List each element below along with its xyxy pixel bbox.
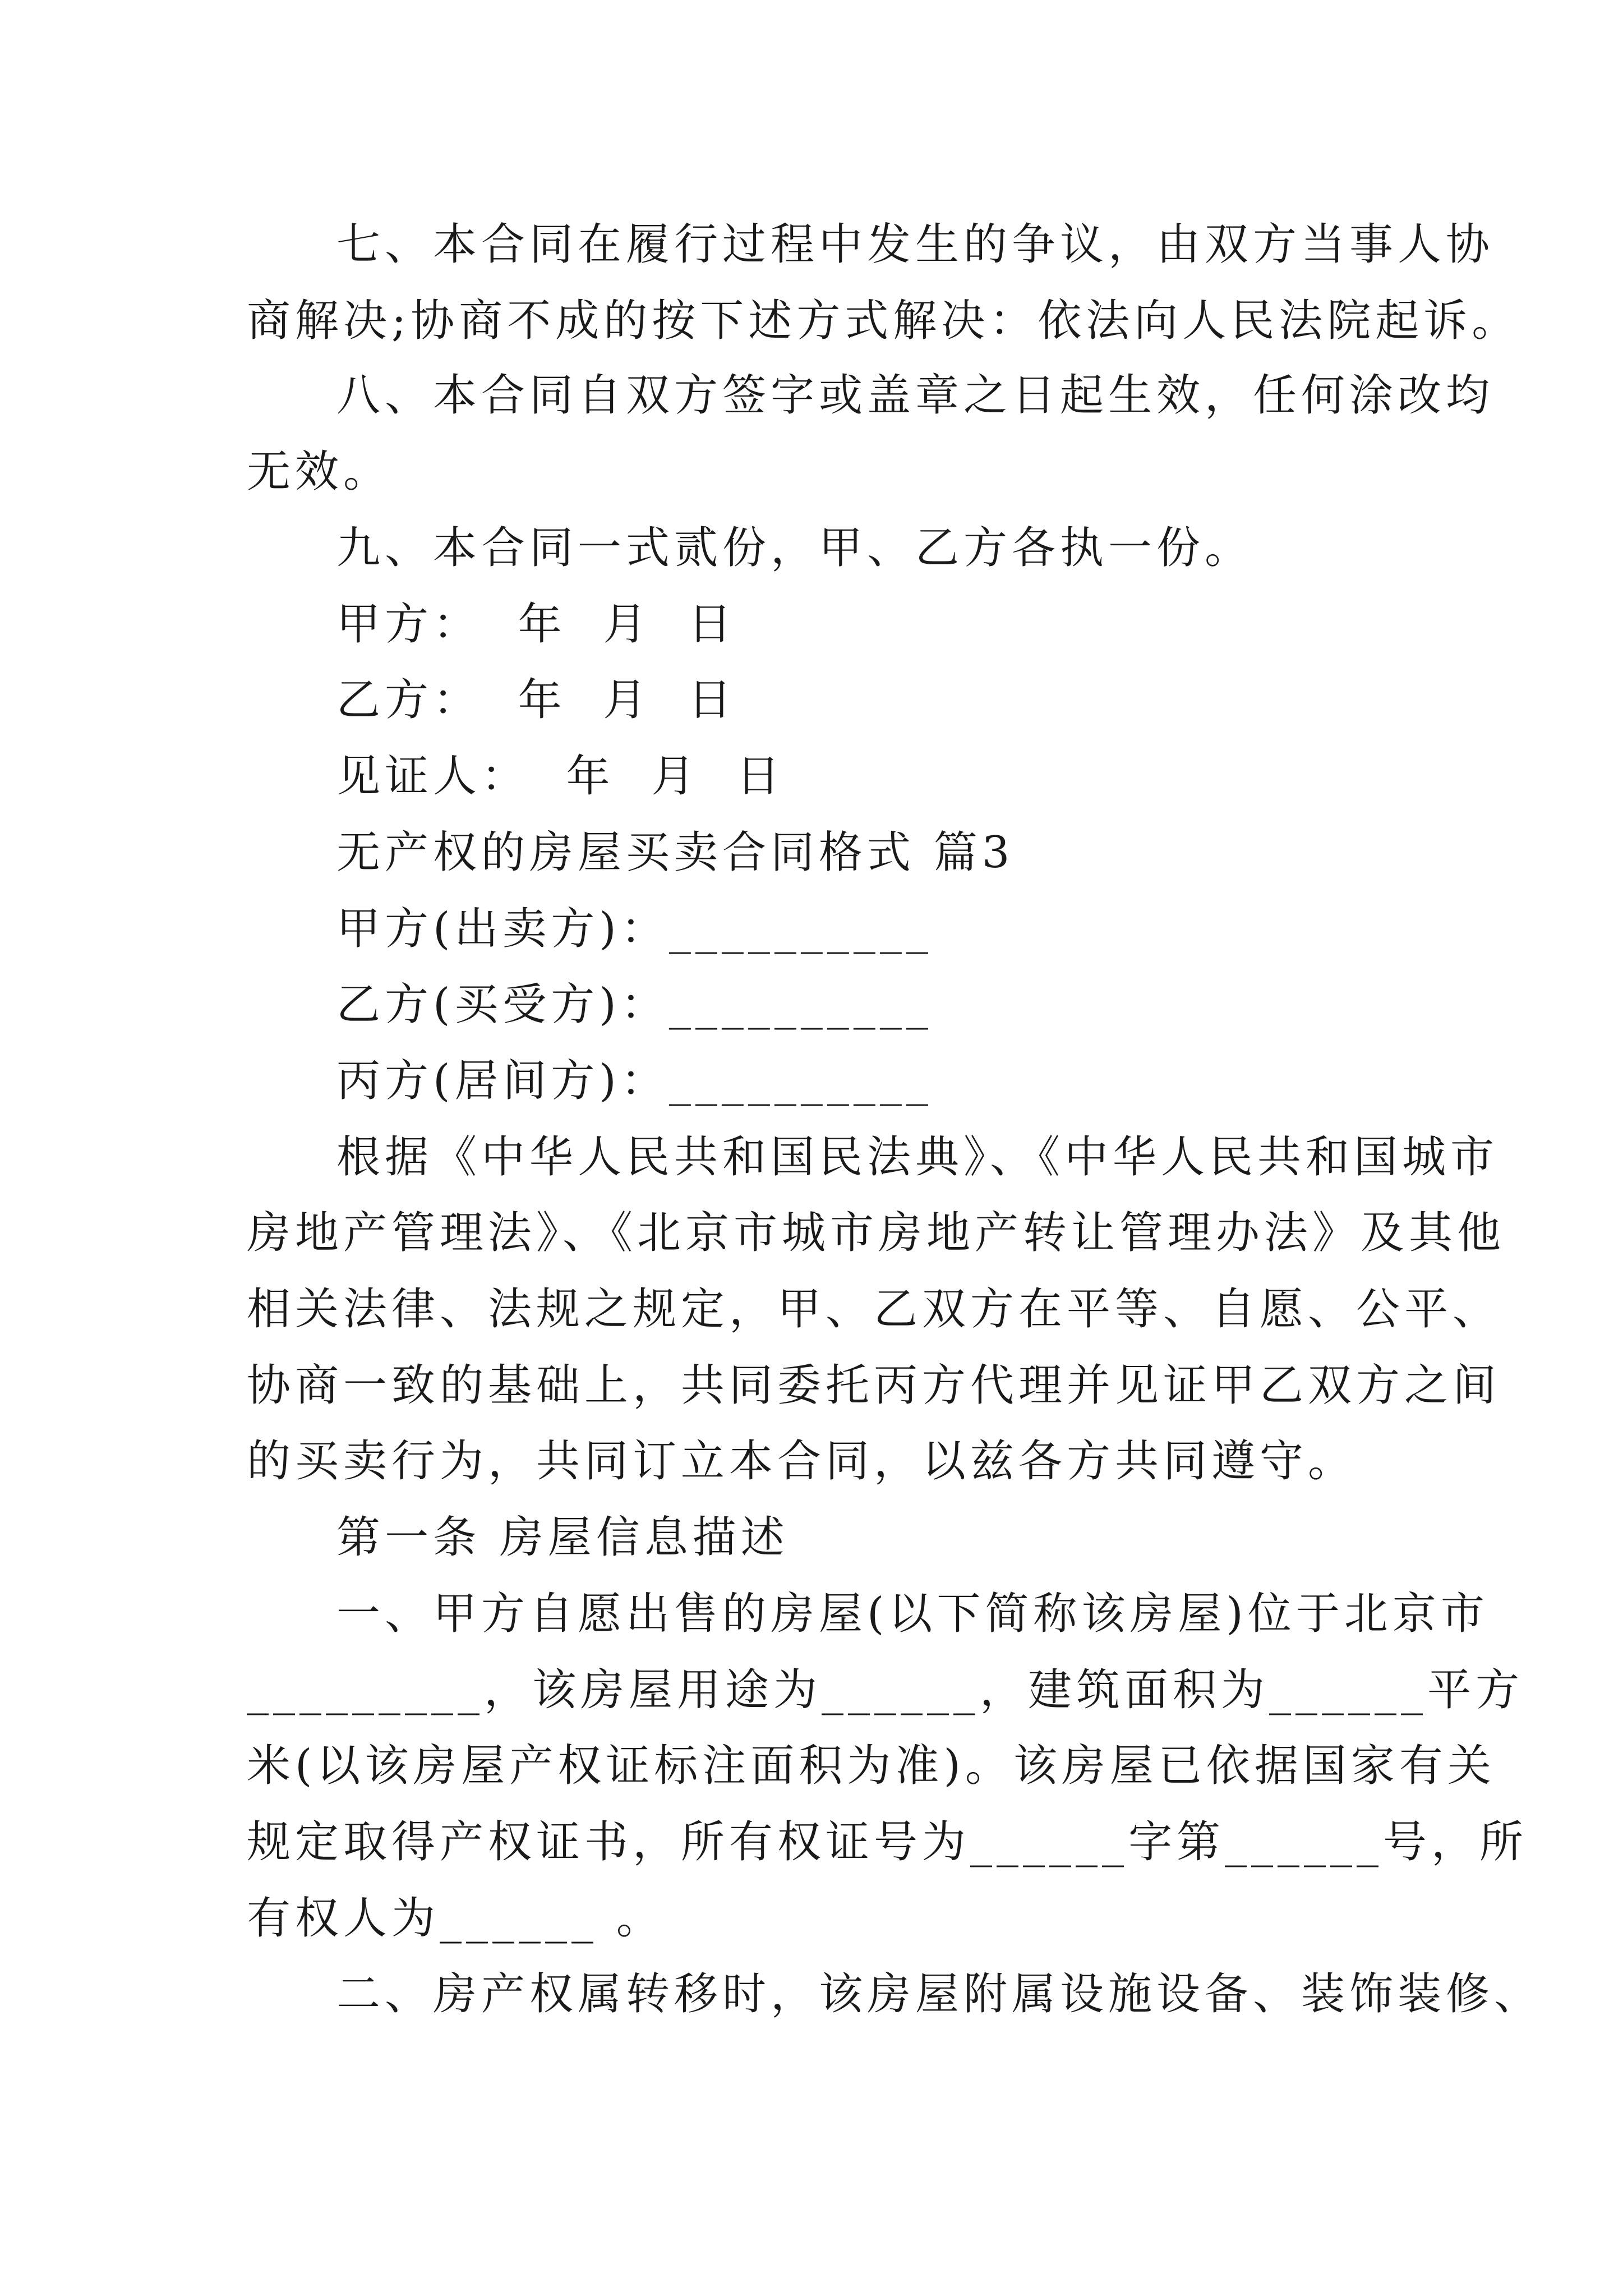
paragraph-line: 无效。: [247, 447, 392, 497]
party-field-buyer: 乙方(买受方)：__________: [336, 979, 933, 1030]
paragraph-line: 九、本合同一式贰份，甲、乙方各执一份。: [336, 523, 1253, 573]
signature-line-party-b: 乙方： 年 月 日: [336, 675, 736, 725]
paragraph-line: 规定取得产权证书，所有权证号为______字第______号，所: [247, 1817, 1528, 1867]
paragraph-line: 八、本合同自双方签字或盖章之日起生效，任何涂改均: [336, 370, 1495, 421]
paragraph-line: 七、本合同在履行过程中发生的争议，由双方当事人协: [336, 219, 1495, 270]
paragraph-line: 协商一致的基础上，共同委托丙方代理并见证甲乙双方之间: [247, 1360, 1501, 1411]
paragraph-line: 二、房产权属转移时，该房屋附属设施设备、装饰装修、: [336, 1969, 1543, 2019]
paragraph-line: 一、甲方自愿出售的房屋(以下简称该房屋)位于北京市: [336, 1589, 1489, 1639]
paragraph-line: 房地产管理法》、《北京市城市房地产转让管理办法》及其他: [247, 1208, 1506, 1258]
paragraph-line: 的买卖行为，共同订立本合同，以兹各方共同遵守。: [247, 1436, 1357, 1487]
signature-line-witness: 见证人： 年 月 日: [336, 751, 785, 802]
signature-line-party-a: 甲方： 年 月 日: [336, 599, 736, 650]
paragraph-line: 相关法律、法规之规定，甲、乙双方在平等、自愿、公平、: [247, 1284, 1501, 1335]
paragraph-line: 有权人为______ 。: [247, 1893, 665, 1944]
section-heading: 无产权的房屋买卖合同格式 篇3: [336, 827, 1015, 878]
paragraph-line: 根据《中华人民共和国民法典》、《中华人民共和国城市: [336, 1132, 1499, 1182]
party-field-seller: 甲方(出卖方)：__________: [336, 904, 933, 954]
article-heading: 第一条 房屋信息描述: [336, 1512, 789, 1563]
paragraph-line: _________，该房屋用途为______，建筑面积为______平方: [247, 1665, 1524, 1715]
paragraph-line: 米(以该房屋产权证标注面积为准)。该房屋已依据国家有关: [247, 1741, 1496, 1791]
paragraph-line: 商解决;协商不成的按下述方式解决：依法向人民法院起诉。: [247, 296, 1520, 346]
party-field-intermediary: 丙方(居间方)：__________: [336, 1056, 933, 1106]
